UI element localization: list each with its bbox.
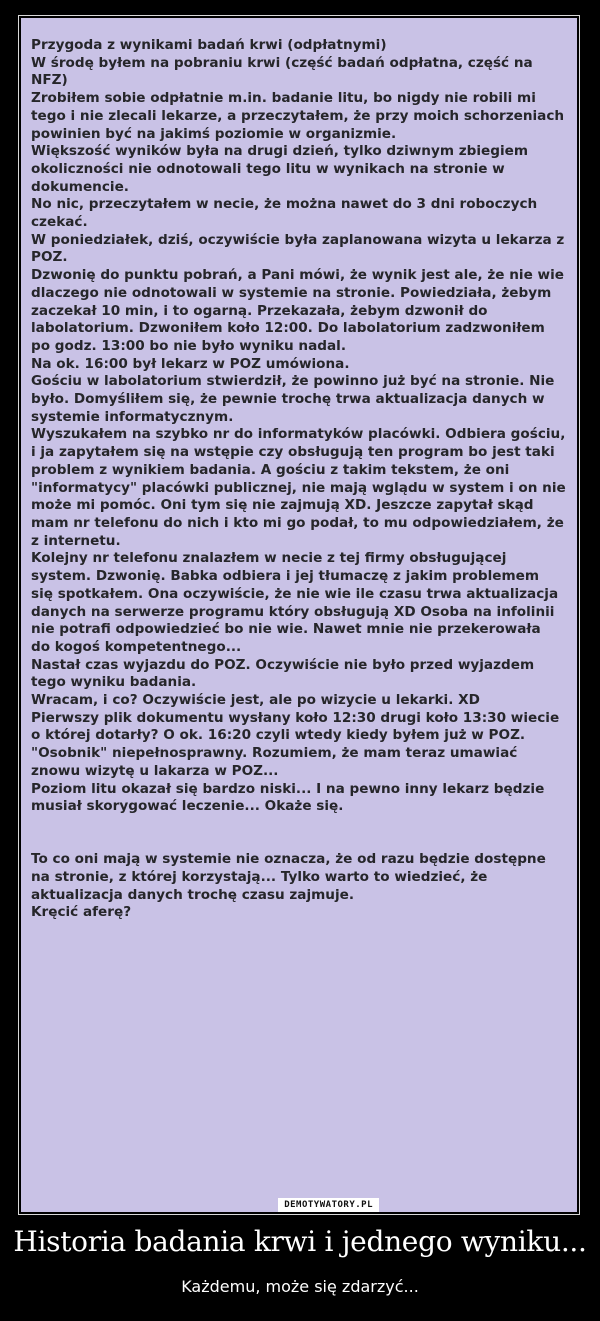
site-watermark: DEMOTYWATORY.PL [278,1198,379,1212]
post-paragraph: W poniedziałek, dziś, oczywiście była zaplanowana wizyta u lekarza z POZ. [31,231,565,266]
post-paragraph: Przygoda z wynikami badań krwi (odpłatnymi) [31,37,387,53]
post-paragraph: No nic, przeczytałem w necie, że można nawet do 3 dni roboczych czekać. [31,196,538,231]
demotivator-title: Historia badania krwi i jednego wyniku... [13,1225,587,1258]
demotivator-frame [18,15,580,1215]
post-paragraph: Nastał czas wyjazdu do POZ. Oczywiście nie było przed wyjazdem tego wyniku badania. [31,656,535,691]
post-paragraph: Dzwonię do punktu pobrań, a Pani mówi, że wynik jest ale, że nie wie dlaczego nie odnotowali w systemie na stronie. Powiedziała, żebym zaczekał 10 min, i to ogarną. Przekazała, żebym dzwonił do labolatorium. Dzwoniłem koło 12:00. Do labolatorium zadzwoniłem po godz. 13:00 bo nie było wyniku nadal. [31,267,564,354]
post-paragraph: Wracam, i co? Oczywiście jest, ale po wizycie u lekarki. XD [31,692,480,709]
post-paragraph: Kolejny nr telefonu znalazłem w necie z tej firmy obsługującej system. Dzwonię. Babka odbiera i jej tłumaczę z jakim problemem się spotkałem. Ona oczywiście, że nie wie ile czasu trwa aktualizacja danych na serwerze programu który obsługują XD Osoba na infolinii nie potrafi odpowiedzieć bo nie wie. Nawet mnie nie przekerowała do kogoś kompetentnego... [31,550,559,655]
post-paragraph: "Osobnik" niepełnosprawny. Rozumiem, że mam teraz umawiać znowu wizytę u lakarza w POZ... [31,745,518,779]
post-paragraph: Na ok. 16:00 był lekarz w POZ umówiona. [31,355,350,372]
post-paragraph: Większość wyników była na drugi dzień, tylko dziwnym zbiegiem okoliczności nie odnotowali tego litu w wynikach na stronie w dokumencie. [31,143,529,195]
demotivator-subtitle: Każdemu, może się zdarzyć... [181,1277,419,1296]
post-paragraph: Pierwszy plik dokumentu wysłany koło 12:30 drugi koło 13:30 wiecie o której dotarły? O ok. 16:20 czyli wtedy kiedy byłem już w POZ. [31,709,560,744]
post-paragraph: Kręcić aferę? [31,904,132,921]
post-paragraph: Zrobiłem sobie odpłatnie m.in. badanie litu, bo nigdy nie robili mi tego i nie zlecali lekarze, a przeczytałem, że przy moich schorzeniach powinien być na jakimś poziomie w organizmie. [31,90,565,142]
post-paragraph: Poziom litu okazał się bardzo niski... I na pewno inny lekarz będzie musiał skorygować leczenie... Okaże się. [31,780,545,815]
post-paragraph: Wyszukałem na szybko nr do informatyków placówki. Odbiera gościu, i ja zapytałem się na wstępie czy obsługują ten program bo jest taki problem z wynikiem badania. A gościu z takim tekstem, że oni "informatycy" placówki publicznej, nie mają wglądu w system i on nie może mi pomóc. Oni tym się nie zajmują XD. Jeszcze zapytał skąd mam nr telefonu do nich i kto mi go podał, to mu odpowiedziałem, że z internetu. [31,426,566,549]
post-paragraph: W środę byłem na pobraniu krwi (część badań odpłatna, część na NFZ) [31,54,533,89]
post-text-panel [21,18,577,1212]
post-paragraph: Gościu w labolatorium stwierdził, że powinno już być na stronie. Nie było. Domyśliłem się, że pewnie trochę trwa aktualizacja danych w systemie informatycznym. [31,373,555,425]
post-paragraph: To co oni mają w systemie nie oznacza, że od razu będzie dostępne na stronie, z której korzystają... Tylko warto to wiedzieć, że aktualizacja danych trochę czasu zajmuje. [31,851,546,903]
